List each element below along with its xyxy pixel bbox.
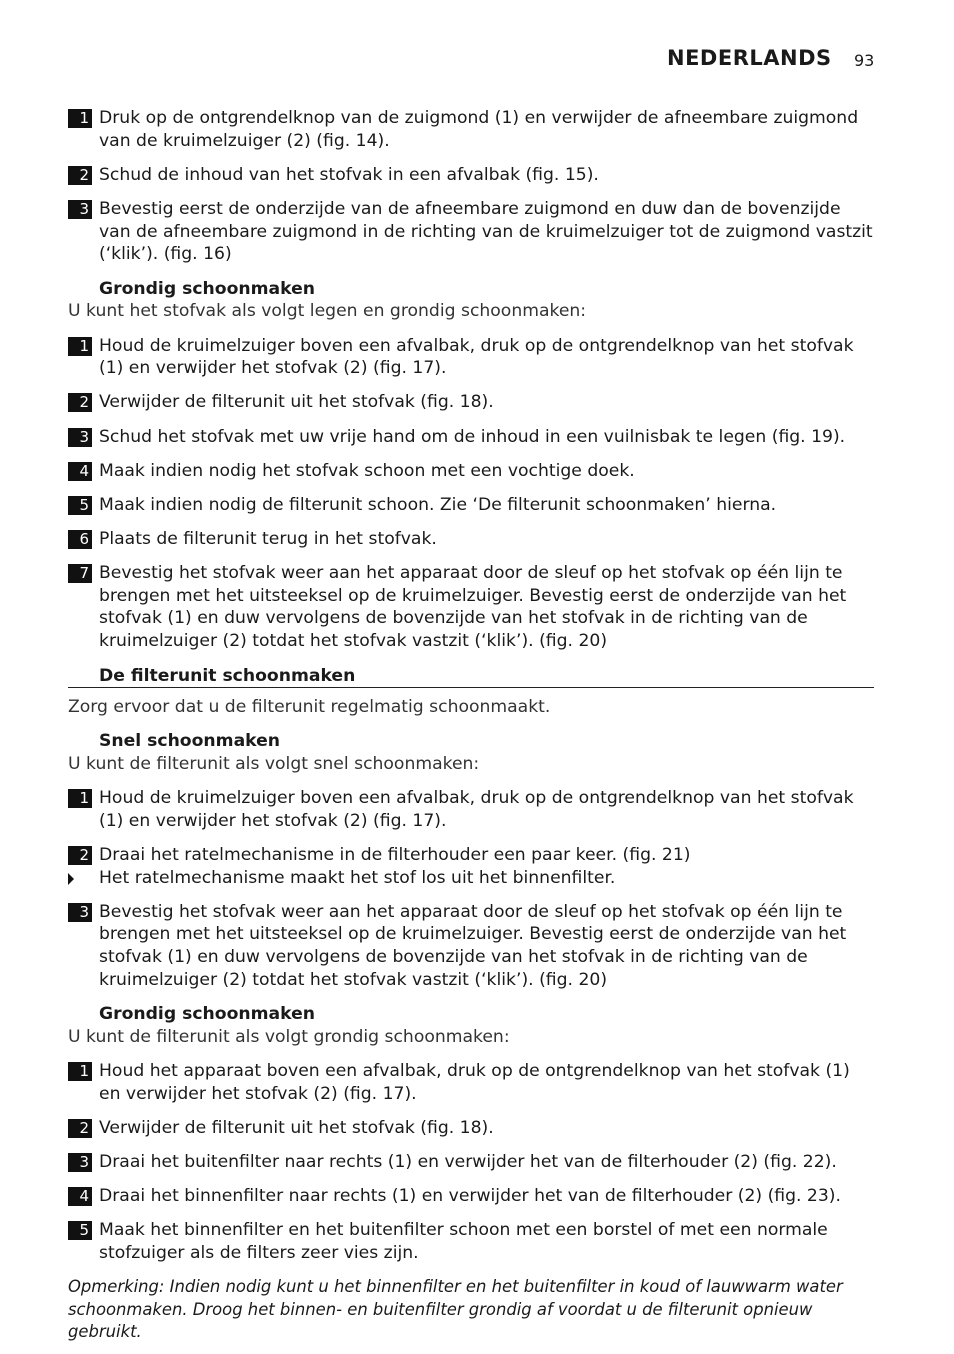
list-item [68,426,874,449]
step-number: 5 [68,496,92,515]
list-item [68,787,874,832]
page-number: 93 [854,51,875,70]
list-item [68,1117,874,1140]
list-item [68,460,874,483]
step-number: 1 [68,789,92,808]
step-number: 4 [68,1187,92,1206]
step-number: 5 [68,1221,92,1240]
step-number: 3 [68,1153,92,1172]
step-number: 2 [68,393,92,412]
step-number: 6 [68,530,92,549]
section-heading: De filterunit schoonmaken [99,665,356,686]
step-number: 2 [68,166,92,185]
step-text: Draai het buitenfilter naar rechts (1) en verwijder het van de filterhouder (2) (fig. 22). [99,1151,837,1172]
list-item [68,107,874,152]
language-label: NEDERLANDS [667,46,832,70]
step-text: Houd de kruimelzuiger boven een afvalbak, druk op de ontgrendelknop van het stofvak (1) en verwijder het stofvak (2) (fig. 17). [99,788,854,831]
section-intro: U kunt het stofvak als volgt legen en grondig schoonmaken: [68,301,587,322]
list-item [68,164,874,187]
step-number: 1 [68,109,92,128]
step-text: Bevestig het stofvak weer aan het apparaat door de sleuf op het stofvak op één lijn te brengen met het uitsteeksel op de kruimelzuiger. Bevestig eerst de onderzijde van het stofvak (1) en duw vervolgens de bovenzijde van het stofvak in de richting van de kruimelzuiger (2) totdat het stofvak vastzit (‘klik’). (fig. 20) [99,563,847,652]
list-item [68,528,874,551]
section-intro: Zorg ervoor dat u de filterunit regelmatig schoonmaakt. [68,697,551,718]
step-text: Verwijder de filterunit uit het stofvak (fig. 18). [99,1117,494,1138]
result-arrow-icon [68,873,74,885]
step-text: Schud het stofvak met uw vrije hand om de inhoud in een vuilnisbak te legen (fig. 19). [99,426,846,447]
page-header [667,46,877,76]
list-item [68,562,874,652]
step-text: Plaats de filterunit terug in het stofvak. [99,529,437,550]
list-item [68,901,874,991]
note-text: Opmerking: Indien nodig kunt u het binnenfilter en het buitenfilter in koud of lauwwarm water schoonmaken. Droog het binnen- en buitenfilter grondig af voordat u de filterunit opnieuw gebruikt. [68,1277,843,1342]
step-text: Maak het binnenfilter en het buitenfilter schoon met een borstel of met een normale stofzuiger als de filters zeer vies zijn. [99,1220,828,1263]
list-item [68,1219,874,1264]
section-heading: Snel schoonmaken [99,731,281,752]
step-text: Houd de kruimelzuiger boven een afvalbak, druk op de ontgrendelknop van het stofvak (1) en verwijder het stofvak (2) (fig. 17). [99,335,854,379]
list-item [68,1185,874,1208]
list-item [68,844,874,867]
step-number: 1 [68,1062,92,1081]
step-text: Schud de inhoud van het stofvak in een afvalbak (fig. 15). [99,164,599,185]
list-item [68,494,874,517]
result-item [68,867,874,890]
step-text: Maak indien nodig het stofvak schoon met een vochtige doek. [99,460,635,481]
section-intro: U kunt de filterunit als volgt snel schoonmaken: [68,754,480,774]
result-text: Het ratelmechanisme maakt het stof los uit het binnenfilter. [99,867,616,888]
page-content [68,107,874,1344]
section-heading: Grondig schoonmaken [99,1004,315,1025]
step-text: Bevestig eerst de onderzijde van de afneembare zuigmond en duw dan de bovenzijde van de afneembare zuigmond in de richting van de kruimelzuiger tot de zuigmond vastzit (‘klik’). (fig. 16) [99,198,873,265]
list-item [68,198,874,266]
step-number: 3 [68,903,92,922]
section-heading: Grondig schoonmaken [99,278,315,299]
step-text: Verwijder de filterunit uit het stofvak (fig. 18). [99,392,494,413]
step-number: 2 [68,846,92,865]
step-text: Maak indien nodig de filterunit schoon. Zie ‘De filterunit schoonmaken’ hierna. [99,494,777,515]
step-number: 3 [68,200,92,219]
step-number: 4 [68,462,92,481]
step-text: Druk op de ontgrendelknop van de zuigmond (1) en verwijder de afneembare zuigmond van de kruimelzuiger (2) (fig. 14). [99,108,859,151]
list-item [68,335,874,380]
step-number: 7 [68,564,92,583]
step-text: Bevestig het stofvak weer aan het apparaat door de sleuf op het stofvak op één lijn te brengen met het uitsteeksel op de kruimelzuiger. Bevestig eerst de onderzijde van het stofvak (1) en duw vervolgens de bovenzijde van het stofvak in de richting van de kruimelzuiger (2) totdat het stofvak vastzit (‘klik’). (fig. 20) [99,901,847,990]
section-heading-rule [68,665,874,689]
list-item [68,391,874,414]
list-item [68,1151,874,1174]
step-text: Draai het binnenfilter naar rechts (1) en verwijder het van de filterhouder (2) (fig. 23). [99,1186,841,1207]
step-text: Draai het ratelmechanisme in de filterhouder een paar keer. (fig. 21) [99,844,691,865]
step-text: Houd het apparaat boven een afvalbak, druk op de ontgrendelknop van het stofvak (1) en verwijder het stofvak (2) (fig. 17). [99,1060,850,1104]
step-number: 2 [68,1119,92,1138]
list-item [68,1060,874,1105]
step-number: 3 [68,428,92,447]
section-intro: U kunt de filterunit als volgt grondig schoonmaken: [68,1026,510,1047]
step-number: 1 [68,337,92,356]
